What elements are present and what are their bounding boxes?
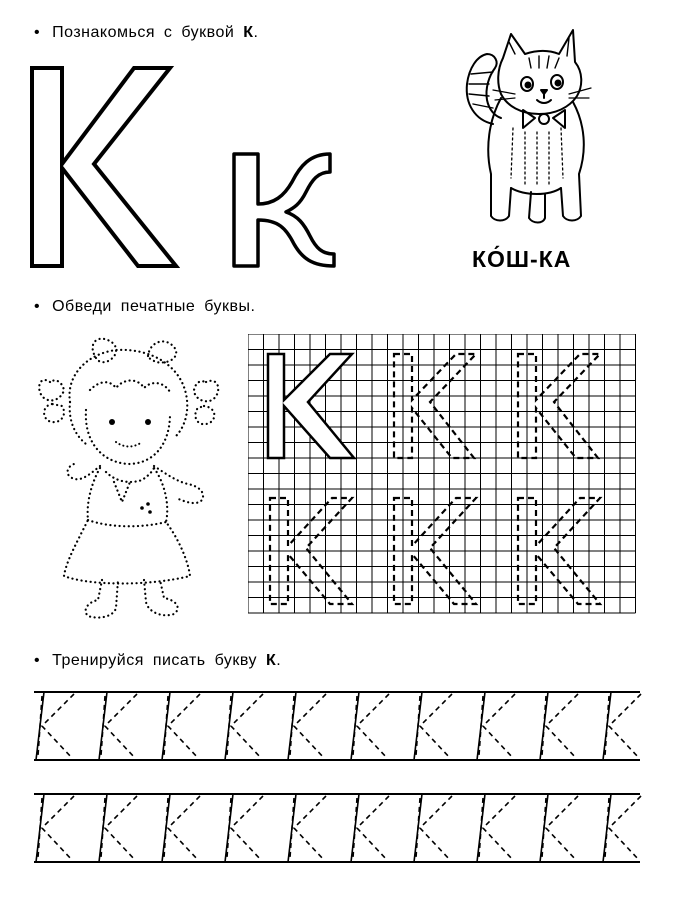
instruction-meet-text: Познакомься с буквой — [52, 24, 244, 41]
bullet-icon: • — [34, 298, 41, 315]
capital-letter-outline — [30, 64, 180, 270]
letter-tracing-grid — [248, 334, 642, 622]
instruction-practice-suffix: . — [276, 652, 282, 669]
instruction-trace — [34, 298, 255, 316]
instruction-meet-suffix: . — [253, 24, 259, 41]
bullet-icon: • — [34, 24, 41, 41]
instruction-practice — [34, 652, 281, 670]
bullet-icon: • — [34, 652, 41, 669]
lowercase-letter-outline — [230, 150, 338, 270]
instruction-trace-text: Обведи печатные буквы. — [52, 298, 256, 315]
practice-row-1 — [34, 688, 642, 764]
instruction-practice-letter-bold: К — [265, 652, 277, 669]
picture-word-label: КО́Ш-КА — [472, 246, 572, 272]
instruction-practice-text: Тренируйся писать букву — [52, 652, 266, 669]
practice-row-2 — [34, 790, 642, 866]
instruction-meet-letter-bold: К — [243, 24, 254, 41]
instruction-meet-letter — [34, 24, 259, 42]
cat-illustration — [455, 28, 605, 228]
dotted-doll-illustration — [30, 332, 230, 622]
